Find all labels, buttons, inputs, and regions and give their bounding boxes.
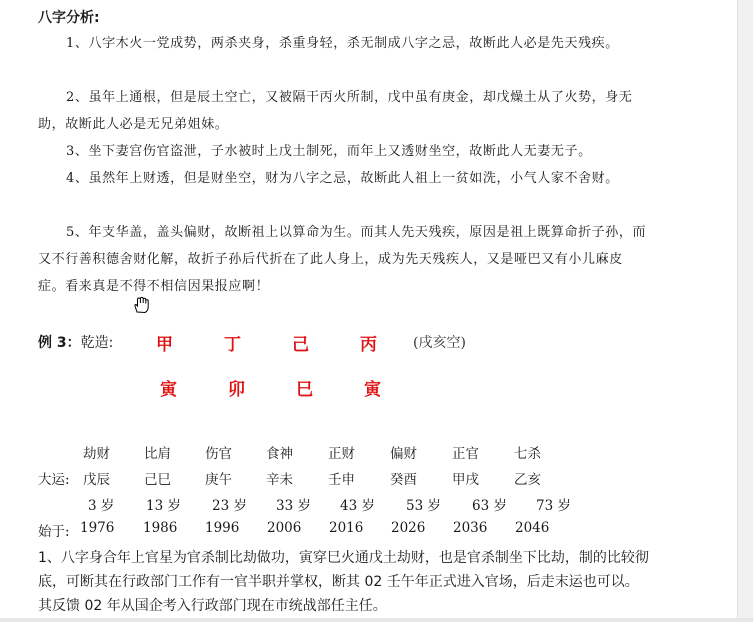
heavenly-stem-day: 己 (292, 335, 309, 355)
start-year: 1986 (143, 520, 178, 536)
earthly-branch-month: 卯 (228, 380, 245, 400)
dayun-age: 73 岁 (536, 498, 571, 514)
dayun-age: 33 岁 (276, 498, 311, 514)
start-year: 2046 (515, 520, 550, 536)
dayun-pillar: 戊辰 (83, 472, 110, 488)
start-year: 2006 (267, 520, 302, 536)
analysis-paragraph-3: 3、坐下妻宫伤官盗泄，子水被时上戊土制死，而年上又透财坐空，故断此人无妻无子。 (66, 144, 592, 159)
heavenly-stem-hour: 丙 (360, 335, 377, 355)
ten-god: 七杀 (514, 446, 541, 462)
ten-god: 比肩 (144, 446, 171, 462)
earthly-branch-year: 寅 (160, 380, 177, 400)
start-year: 2016 (329, 520, 364, 536)
heavenly-stem-month: 丁 (224, 335, 241, 355)
kongwang-note: (戌亥空) (413, 335, 466, 351)
dayun-pillar: 己巳 (144, 472, 171, 488)
analysis-paragraph-2: 2、虽年上通根，但是辰土空亡，又被隔干丙火所制，戊中虽有庚金，却戊燥土从了火势，身无助，故断此人必是无兄弟姐妹。 (38, 90, 633, 132)
ten-god: 正财 (328, 446, 355, 462)
dayun-pillar: 辛未 (266, 472, 293, 488)
hand-cursor-icon (132, 296, 150, 314)
start-year: 2026 (391, 520, 426, 536)
dayun-label: 大运: (38, 472, 70, 488)
example-label: 例 3：乾造: (38, 335, 114, 351)
ten-god: 正官 (452, 446, 479, 462)
dayun-age: 13 岁 (146, 498, 181, 514)
start-year: 1996 (205, 520, 240, 536)
ten-god: 劫财 (83, 446, 110, 462)
ten-god: 食神 (266, 446, 293, 462)
start-year: 1976 (80, 520, 115, 536)
dayun-pillar: 壬申 (328, 472, 355, 488)
dayun-age: 3 岁 (88, 498, 115, 514)
ten-god: 伤官 (205, 446, 232, 462)
analysis-paragraph-4: 4、虽然年上财透，但是财坐空，财为八字之忌，故断此人祖上一贫如洗，小气人家不舍财。 (66, 171, 619, 186)
dayun-pillar: 庚午 (205, 472, 232, 488)
dayun-age: 23 岁 (212, 498, 247, 514)
earthly-branch-day: 巳 (296, 380, 313, 400)
heavenly-stem-year: 甲 (156, 335, 173, 355)
dayun-pillar: 癸酉 (390, 472, 417, 488)
start-year-label: 始于: (38, 524, 70, 540)
analysis-paragraph-1: 1、八字木火一党成势，两杀夹身，杀重身轻，杀无制成八字之忌，故断此人必是先天残疾。 (66, 36, 619, 51)
scrollbar-track[interactable] (737, 0, 753, 622)
page-bottom-edge (0, 618, 753, 622)
start-year: 2036 (453, 520, 488, 536)
dayun-age: 53 岁 (406, 498, 441, 514)
analysis-paragraph-5: 5、年支华盖，盖头偏财，故断祖上以算命为生。而其人先天残疾，原因是祖上既算命折子孙，而又不行善积德舍财化解，故折子孙后代折在了此人身上，成为先天残疾人，又是哑巴又有小儿麻皮症。看来真是不得不相信因果报应啊！ (38, 225, 647, 294)
section-heading: 八字分析: (38, 10, 100, 26)
dayun-age: 43 岁 (340, 498, 375, 514)
earthly-branch-hour: 寅 (364, 380, 381, 400)
dayun-pillar: 甲戌 (452, 472, 479, 488)
ten-god: 偏财 (390, 446, 417, 462)
dayun-age: 63 岁 (472, 498, 507, 514)
dayun-pillar: 乙亥 (514, 472, 541, 488)
analysis-paragraph-example: 1、八字身合年上官星为官杀制比劫做功，寅穿巳火通戊土劫财，也是官杀制坐下比劫，制的比较彻底，可断其在行政部门工作有一官半职并掌权，断其 02 壬午年正式进入官场，后走末运也可以。其反馈 02 年从国企考入行政部门现在市统战部任主任。 (38, 550, 649, 614)
